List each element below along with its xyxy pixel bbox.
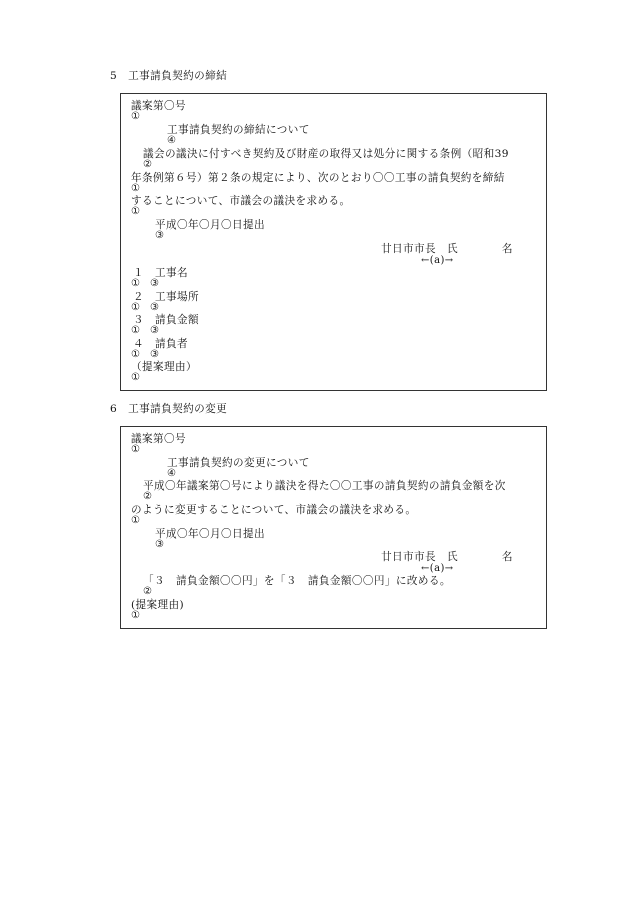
s5-item-3: ３ 請負金額 [133, 314, 199, 326]
s5-mark-line-2: ① [131, 183, 140, 194]
s5-mark-3: ③ [155, 230, 164, 241]
s6-submit-date: 平成〇年〇月〇日提出 [155, 528, 265, 540]
s5-mayor-name: 廿日市市長 氏 名 [381, 243, 513, 255]
s6-body-line-2: のように変更することについて、市議会の議決を求める。 [131, 504, 417, 516]
s5-mark-line-3: ① [131, 206, 140, 217]
s5-reason: （提案理由） [131, 361, 197, 373]
s5-item-4-marks: ① ③ [131, 349, 159, 360]
s5-mark-1: ① [131, 111, 140, 122]
s6-mark-2: ② [143, 491, 152, 502]
s5-mark-reason: ① [131, 372, 140, 383]
s6-mark-change: ② [143, 586, 152, 597]
s6-mark-3: ③ [155, 539, 164, 550]
s6-bill-title: 工事請負契約の変更について [167, 457, 310, 469]
s6-mark-reason: ① [131, 610, 140, 621]
s5-mark-2: ② [143, 159, 152, 170]
s5-body-line-2: 年条例第６号）第２条の規定により、次のとおり〇〇工事の請負契約を締結 [131, 172, 505, 184]
s6-change-line: 「３ 請負金額〇〇円」を「３ 請負金額〇〇円」に改める。 [143, 575, 451, 587]
s6-bill-number: 議案第〇号 [131, 433, 186, 445]
s6-arrow-a: ←(a)→ [421, 563, 454, 574]
s5-item-2-marks: ① ③ [131, 302, 159, 313]
s5-item-1: １ 工事名 [133, 267, 188, 279]
s5-item-3-marks: ① ③ [131, 325, 159, 336]
s5-item-2: ２ 工事場所 [133, 291, 199, 303]
s5-item-1-marks: ① ③ [131, 278, 159, 289]
s5-body-line-3: することについて、市議会の議決を求める。 [131, 195, 351, 207]
section-6-heading: 6 工事請負契約の変更 [110, 403, 228, 415]
s6-mayor-name: 廿日市市長 氏 名 [381, 551, 513, 563]
s6-mark-4: ④ [167, 468, 176, 479]
section-5-heading: 5 工事請負契約の締結 [110, 70, 228, 82]
s6-mark-1: ① [131, 444, 140, 455]
s5-body-line-1: 議会の議決に付すべき契約及び財産の取得又は処分に関する条例（昭和39 [143, 148, 509, 160]
s6-mark-line-2: ① [131, 515, 140, 526]
s5-arrow-a: ←(a)→ [421, 255, 454, 266]
s5-bill-title: 工事請負契約の締結について [167, 124, 310, 136]
s5-submit-date: 平成〇年〇月〇日提出 [155, 219, 265, 231]
s5-bill-number: 議案第〇号 [131, 100, 186, 112]
s6-body-line-1: 平成〇年議案第〇号により議決を得た〇〇工事の請負契約の請負金額を次 [143, 480, 506, 492]
s6-reason: (提案理由) [131, 599, 185, 611]
s5-mark-4: ④ [167, 135, 176, 146]
s5-item-4: ４ 請負者 [133, 338, 188, 350]
